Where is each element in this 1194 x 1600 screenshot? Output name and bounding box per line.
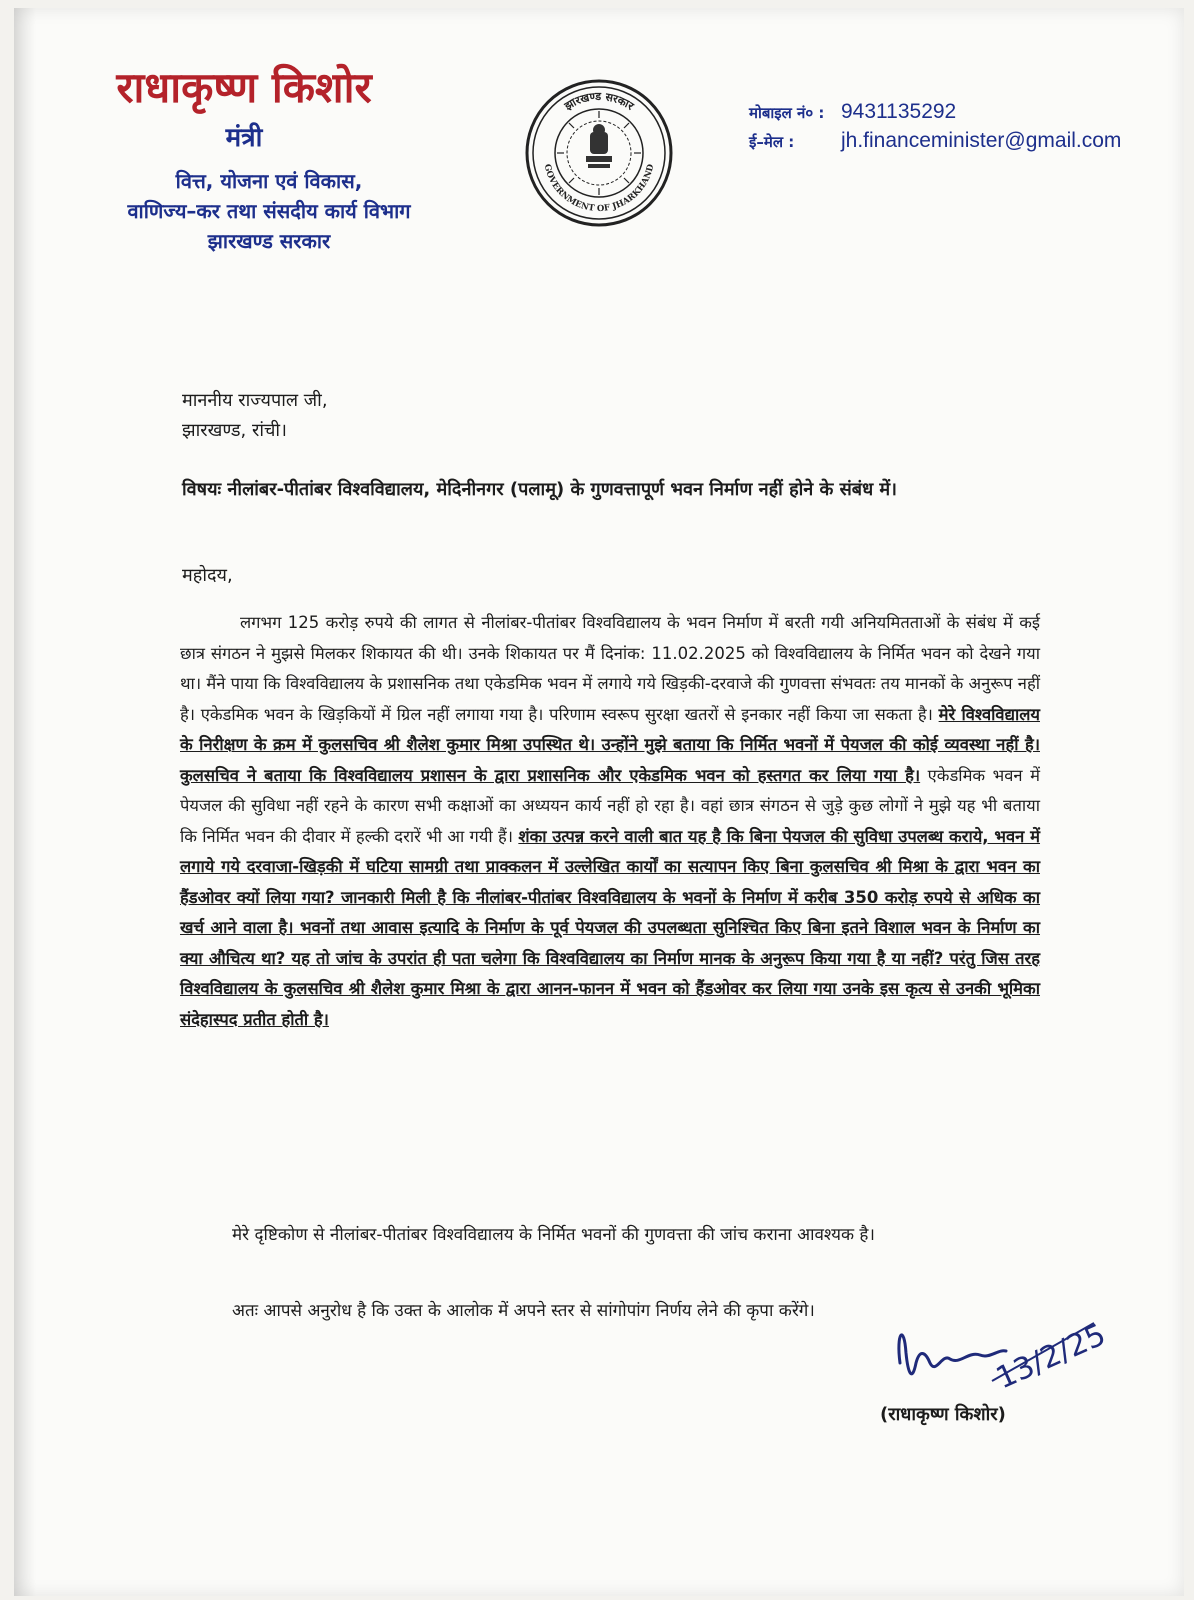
department-line-2: वाणिज्य–कर तथा संसदीय कार्य विभाग	[127, 199, 411, 223]
seal-top-text: झारखण्ड सरकार	[562, 89, 637, 113]
seal-bottom-text: GOVERNMENT OF JHARKHAND	[541, 163, 657, 215]
subject-line: विषयः नीलांबर-पीतांबर विश्वविद्यालय, मेदिनीनगर (पलामू) के गुणवत्तापूर्ण भवन निर्माण नहीं होने के संबंध में।	[182, 479, 898, 500]
body-paragraph-2: मेरे दृष्टिकोण से नीलांबर-पीतांबर विश्वविद्यालय के निर्मित भवनों की गुणवत्ता की जांच कराना आवश्यक है।	[232, 1225, 875, 1245]
body-text-underlined-d: शंका उत्पन्न करने वाली बात यह है कि बिना पेयजल की सुविधा उपलब्ध कराये, भवन में लगाये गये दरवाजा-खिड़की में घटिया सामग्री तथा प्राक्कलन में उल्लेखित कार्यों का सत्यापन किए बिना कुलसचिव श्री मिश्रा के द्वारा भवन का हैंडओवर क्यों लिया गया? जानकारी मिली है कि नीलांबर-पीतांबर विश्वविद्यालय के भवनों के निर्माण में करीब 350 करोड़ रुपये से अधिक का खर्च आने वाला है। भवनों तथा आवास इत्यादि के निर्माण के पूर्व पेयजल की उपलब्धता सुनिश्चित किए बिना इतने विशाल भवन के निर्माण का क्या औचित्य था? यह तो जांच के उपरांत ही पता चलेगा कि विश्वविद्यालय का निर्माण मानक के अनुरूप किया गया है या नहीं? परंतु जिस तरह विश्वविद्यालय के कुलसचिव श्री शैलेश कुमार मिश्रा के द्वारा आनन-फानन में भवन को हैंडओवर कर लिया गया उनके इस कृत्य से उनकी भूमिका संदेहास्पद प्रतीत होती है।	[180, 826, 1041, 1029]
recipient-line-2: झारखण्ड, रांची।	[182, 420, 287, 441]
contact-block	[749, 98, 1121, 156]
signature-date: 13/2/25	[991, 1317, 1111, 1397]
salutation: महोदय,	[182, 565, 233, 586]
email-label: ई–मेल :	[749, 133, 795, 151]
body-text-a: लगभग 125 करोड़ रुपये की लागत से नीलांबर-पीतांबर विश्वविद्यालय के भवन निर्माण में बरती गयी अनियमितताओं के संबंध में कई छात्र संगठन ने मुझसे मिलकर शिकायत की थी। उनके शिकायत पर मैं दिनांक: 11.02.2025 को विश्वविद्यालय के निर्मित भवन को देखने गया था। मैंने पाया कि विश्वविद्यालय के प्रशासनिक तथा एकेडमिक भवन में लगाये गये खिड़की-दरवाजे की गुणवत्ता संभवतः तय मानकों के अनुरूप नहीं है। एकेडमिक भवन के खिड़कियों में ग्रिल नहीं लगाया गया है। परिणाम स्वरूप सुरक्षा खतरों से इनकार नहीं किया जा सकता है।	[180, 613, 1040, 724]
recipient-line-1: माननीय राज्यपाल जी,	[182, 390, 328, 411]
sender-name: राधाकृष्ण किशोर	[116, 63, 372, 112]
department-line-1: वित्त, योजना एवं विकास,	[175, 169, 363, 193]
letter-page	[14, 8, 1184, 1596]
mobile-label: मोबाइल नं० :	[749, 104, 825, 122]
handwritten-signature	[894, 1293, 1114, 1413]
body-text-underlined-b: मेरे विश्वविद्यालय के निरीक्षण के क्रम में कुलसचिव श्री शैलेश कुमार मिश्रा उपस्थित थे। उन्होंने मुझे बताया कि निर्मित भवनों में पेयजल की कोई व्यवस्था नहीं है। कुलसचिव ने बताया कि विश्वविद्यालय प्रशासन के द्वारा प्रशासनिक और एकेडमिक भवन को हस्तगत कर लिया गया है।	[180, 704, 1040, 785]
sender-title: मंत्री	[225, 123, 263, 153]
body-paragraph-1	[180, 608, 1040, 1035]
body-paragraph-3: अतः आपसे अनुरोध है कि उक्त के आलोक में अपने स्तर से सांगोपांग निर्णय लेने की कृपा करेंगे।	[232, 1301, 815, 1321]
department-line-3: झारखण्ड सरकार	[207, 229, 331, 253]
email-address: jh.financeminister@gmail.com	[841, 129, 1122, 152]
signatory-name: (राधाकृष्ण किशोर)	[880, 1404, 1006, 1425]
government-seal-icon	[524, 78, 674, 228]
body-text-c: एकेडमिक भवन में पेयजल की सुविधा नहीं रहने के कारण सभी कक्षाओं का अध्ययन कार्य नहीं हो रहा है। वहां छात्र संगठन से जुड़े कुछ लोगों ने मुझे यह भी बताया कि निर्मित भवन की दीवार में हल्की दरारें भी आ गयी हैं।	[180, 765, 1040, 846]
mobile-number: 9431135292	[841, 100, 957, 123]
letter-body	[180, 608, 1040, 1035]
recipient-address	[182, 386, 328, 446]
sender-department	[54, 166, 484, 256]
